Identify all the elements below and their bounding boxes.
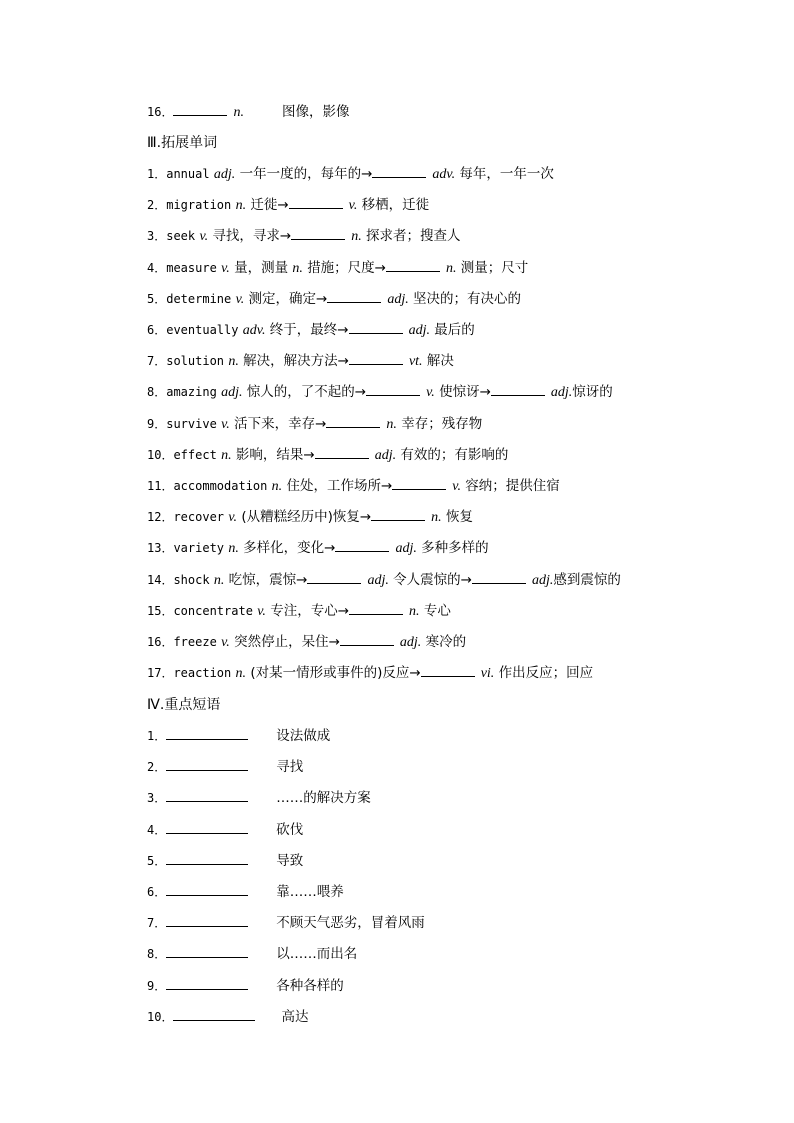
item-number: 9． [147,978,167,993]
english-word: reaction [173,666,232,681]
answer-blank[interactable] [166,943,248,958]
english-word: freeze [173,635,217,649]
item-number: 12． [147,510,174,525]
answer-blank[interactable] [372,163,426,178]
answer-blank[interactable] [392,475,446,490]
english-word: variety [173,541,225,556]
word-row [147,475,560,497]
word-row [147,288,521,310]
answer-blank[interactable] [386,257,440,272]
part-of-speech: n. [271,479,283,494]
word-row [147,506,473,528]
phrase-row [147,819,303,841]
english-word: survive [166,416,217,431]
answer-blank[interactable] [491,381,545,396]
chinese-meaning: 移栖，迁徙 [361,197,430,214]
part-of-speech: v. [452,479,461,494]
part-of-speech: v. [257,603,266,619]
phrase-row [147,725,330,747]
chinese-meaning: 解决，解决方法→ [243,353,349,370]
part-of-speech: adj. [531,572,554,588]
answer-blank[interactable] [166,787,248,802]
answer-blank[interactable] [349,350,403,365]
part-of-speech: v. [348,198,358,214]
part-of-speech: n. [228,354,239,370]
answer-blank[interactable] [166,912,248,927]
word-row [147,257,528,279]
chinese-meaning: 影响，结果→ [235,446,315,463]
chinese-meaning: 不顾天气恶劣，冒着风雨 [276,915,425,932]
word-row [147,194,429,216]
section-title-expand-words: Ⅲ.拓展单词 [147,135,218,151]
answer-blank[interactable] [166,756,248,771]
chinese-meaning: 吃惊，震惊→ [228,571,308,588]
part-of-speech: n. [431,510,442,526]
chinese-meaning: 感到震惊的 [553,571,621,588]
item-number: 14． [147,572,174,587]
chinese-meaning: 令人震惊的→ [393,571,472,588]
section-title-key-phrases: Ⅳ.重点短语 [147,697,221,713]
phrase-row [147,975,344,997]
item-number: 11． [147,479,174,493]
item-number: 6． [147,885,167,899]
phrase-row [147,943,357,965]
chinese-meaning: 解决 [426,353,454,370]
chinese-meaning: 砍伐 [276,821,304,838]
word-row [147,350,454,372]
chinese-meaning: 容纳；提供住宿 [465,478,560,494]
english-word: solution [166,354,225,369]
word-row [147,662,593,684]
item-number: 9． [147,416,167,431]
chinese-meaning: ……的解决方案 [276,790,371,807]
english-word: seek [166,229,196,244]
part-of-speech: adj. [374,447,397,463]
part-of-speech: adj. [395,541,417,557]
answer-blank[interactable] [371,506,425,521]
item-number: 16． [147,635,174,649]
chinese-meaning: 各种各样的 [276,977,344,994]
part-of-speech: n. [235,666,247,682]
item-number: 8． [147,947,167,962]
english-word: concentrate [173,603,253,618]
part-of-speech: v. [199,229,209,245]
part-of-speech: n. [446,260,457,276]
word-row [147,413,482,435]
part-of-speech: adj. [550,385,573,401]
chinese-meaning: 坚决的；有决心的 [413,290,522,307]
part-of-speech: v. [235,291,245,307]
answer-blank[interactable] [173,101,227,116]
part-of-speech: n. [409,603,420,619]
part-of-speech: adj. [367,572,389,588]
item-number: 10． [147,1009,174,1024]
part-of-speech: adv. [432,167,456,182]
answer-blank[interactable] [349,600,403,615]
part-of-speech: vi. [480,666,495,682]
phrase-row [147,1006,308,1028]
answer-blank[interactable] [166,850,248,865]
chinese-meaning: 有效的；有影响的 [400,446,509,463]
part-of-speech: adj. [399,635,422,650]
english-word: effect [173,447,217,462]
answer-blank[interactable] [166,881,248,896]
word-row [147,600,451,622]
item-number: 3． [147,229,167,244]
chinese-meaning: 迁徙→ [250,197,289,214]
chinese-meaning: 惊人的，了不起的→ [246,384,367,401]
part-of-speech: n. [233,105,244,120]
part-of-speech: n. [235,198,247,214]
item-number: 13． [147,541,174,556]
chinese-meaning: 多样化，变化→ [243,540,336,557]
part-of-speech: adj. [408,323,430,338]
answer-blank[interactable] [315,444,369,459]
item-number: 16． [147,105,174,119]
answer-blank[interactable] [289,194,343,209]
part-of-speech: n. [386,416,397,432]
part-of-speech: v. [221,260,230,276]
phrase-row [147,912,425,934]
word-row [147,537,489,559]
item-number: 5． [147,853,167,868]
english-word: shock [173,572,210,587]
chinese-meaning: 寒冷的 [425,634,467,650]
vocab-item-16 [147,101,349,123]
english-word: eventually [166,323,239,337]
part-of-speech: n. [351,229,362,245]
word-row [147,381,613,403]
chinese-meaning: 使惊讶→ [439,384,491,401]
item-number: 2． [147,198,167,213]
answer-blank[interactable] [307,569,361,584]
chinese-meaning: 图像，影像 [281,104,350,120]
part-of-speech: adj. [221,385,243,401]
part-of-speech: n. [221,447,232,463]
item-number: 17． [147,666,174,681]
answer-blank[interactable] [173,1006,255,1021]
part-of-speech: n. [292,260,303,276]
phrase-row [147,787,371,809]
english-word: amazing [166,385,217,400]
answer-blank[interactable] [340,631,394,646]
chinese-meaning: 探求者；搜查人 [366,228,461,245]
chinese-meaning: 专注，专心→ [270,602,350,619]
word-row [147,163,554,185]
part-of-speech: v. [221,635,230,650]
chinese-meaning: 高达 [281,1008,309,1025]
chinese-meaning: 专心 [423,602,451,619]
chinese-meaning: 以……而出名 [276,946,358,963]
item-number: 15． [147,603,174,618]
answer-blank[interactable] [472,569,526,584]
phrase-row [147,756,303,778]
chinese-meaning: 终于，最终→ [269,322,349,338]
chinese-meaning: 幸存；残存物 [401,415,483,432]
item-number: 8． [147,385,167,400]
answer-blank[interactable] [327,288,381,303]
item-number: 1． [147,729,167,743]
item-number: 10． [147,447,174,462]
phrase-row [147,881,344,903]
chinese-meaning: 设法做成 [276,728,331,744]
chinese-meaning: 寻找，寻求→ [212,228,292,245]
part-of-speech: v. [228,510,238,526]
part-of-speech: v. [221,416,230,432]
item-number: 1． [147,167,167,181]
english-word: determine [166,291,232,306]
chinese-meaning: 突然停止，呆住→ [234,634,340,650]
english-word: measure [166,260,217,275]
part-of-speech: n. [228,541,239,557]
answer-blank[interactable] [366,381,420,396]
word-row [147,569,621,591]
answer-blank[interactable] [166,819,248,834]
english-word: migration [166,198,232,213]
word-row [147,444,508,466]
item-number: 7． [147,354,167,369]
chinese-meaning: 作出反应；回应 [498,665,594,682]
chinese-meaning: 量，测量 [234,259,289,276]
chinese-meaning: 多种多样的 [421,540,489,557]
chinese-meaning: 住处，工作场所→ [286,478,393,494]
item-number: 4． [147,822,167,837]
english-word: accommodation [173,479,268,493]
chinese-meaning: 靠……喂养 [276,884,344,900]
answer-blank[interactable] [349,319,403,334]
answer-blank[interactable] [335,537,389,552]
chinese-meaning: (从糟糕经历中)恢复→ [241,509,372,526]
answer-blank[interactable] [166,975,248,990]
answer-blank[interactable] [421,662,475,677]
answer-blank[interactable] [166,725,248,740]
word-row [147,631,466,653]
item-number: 5． [147,291,167,306]
chinese-meaning: 寻找 [276,759,304,776]
chinese-meaning: 惊讶的 [572,384,613,401]
item-number: 3． [147,791,167,806]
english-word: annual [166,167,210,181]
chinese-meaning: 最后的 [434,322,475,338]
item-number: 2． [147,760,167,775]
chinese-meaning: 每年，一年一次 [459,166,554,182]
chinese-meaning: 恢复 [445,509,473,526]
chinese-meaning: 活下来，幸存→ [234,415,327,432]
word-row [147,225,461,247]
answer-blank[interactable] [291,225,345,240]
english-word: recover [173,510,225,525]
item-number: 4． [147,260,167,275]
chinese-meaning: 措施；尺度→ [307,259,386,276]
chinese-meaning: 一年一度的，每年的→ [239,166,373,182]
answer-blank[interactable] [326,413,380,428]
word-row [147,319,475,341]
chinese-meaning: (对某一情形或事件的)反应→ [250,665,421,682]
part-of-speech: vt. [408,354,423,370]
item-number: 7． [147,916,167,931]
chinese-meaning: 测量；尺寸 [460,259,529,276]
part-of-speech: n. [213,572,225,588]
chinese-meaning: 导致 [276,852,304,869]
part-of-speech: adv. [242,323,266,338]
part-of-speech: adj. [387,291,409,307]
chinese-meaning: 测定，确定→ [248,290,328,307]
phrase-row [147,850,303,872]
part-of-speech: v. [426,385,435,401]
item-number: 6． [147,323,167,337]
part-of-speech: adj. [213,167,236,182]
